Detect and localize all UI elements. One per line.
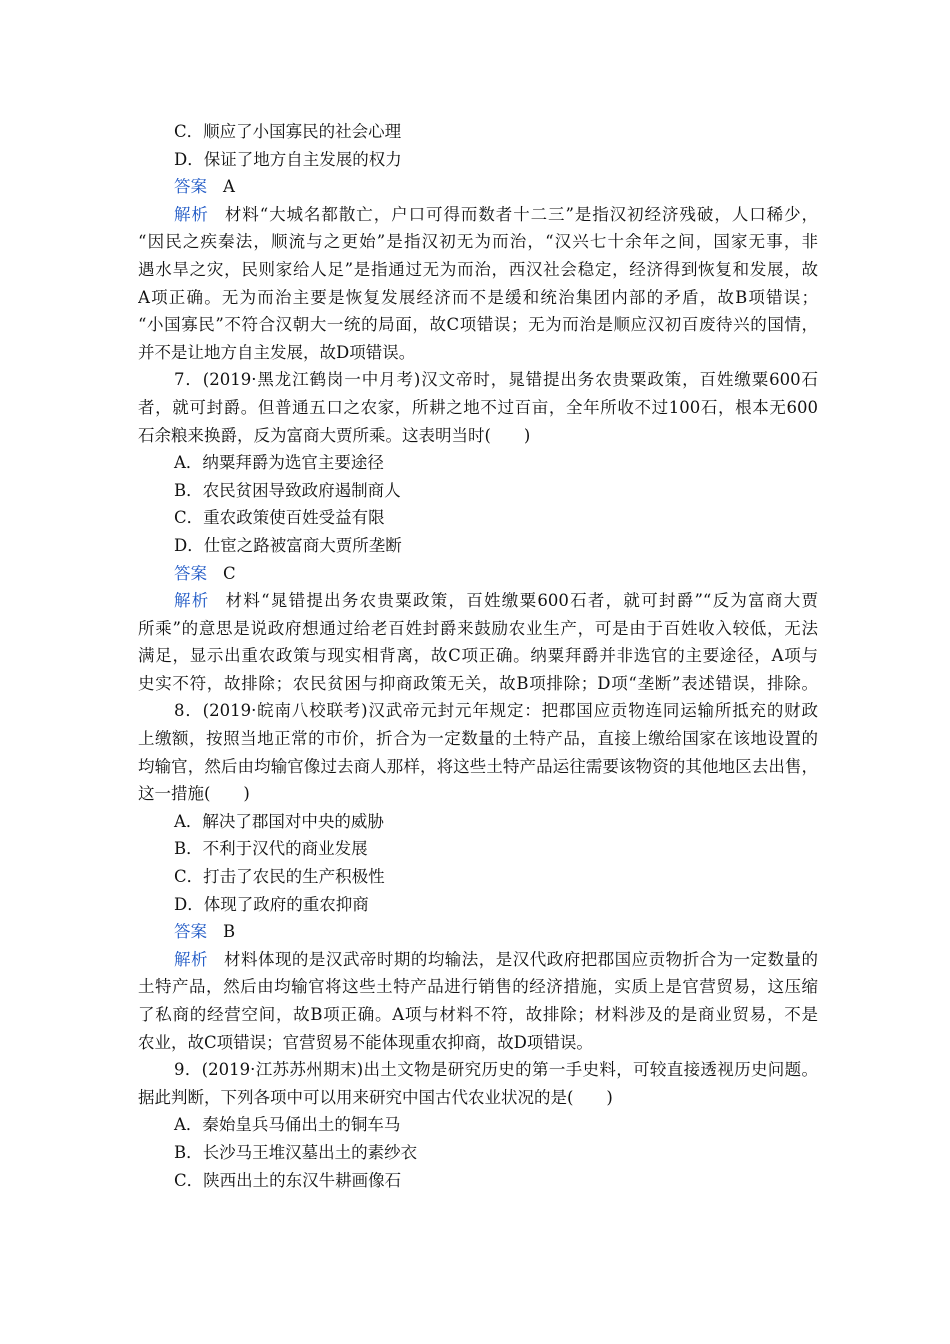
q8-analysis-line: 土特产品，然后由均输官将这些土特产品进行销售的经济措施，实质上是官营贸易，这压缩	[138, 977, 818, 997]
q8-option-d: D．体现了政府的重农抑商	[174, 894, 369, 914]
q9-option-a: A．秦始皇兵马俑出土的铜车马	[174, 1115, 401, 1135]
q7-analysis-line	[138, 587, 818, 615]
q6-option-c: C．顺应了小国寡民的社会心理	[174, 122, 402, 141]
q7-option-c: C．重农政策使百姓受益有限	[174, 508, 385, 528]
analysis-label: 解析	[174, 949, 208, 969]
q6-analysis-line	[138, 201, 818, 229]
analysis-label: 解析	[174, 591, 210, 611]
answer-value: C	[223, 563, 236, 583]
answer-value: A	[223, 177, 235, 197]
answer-label: 答案	[174, 563, 207, 583]
answer-label: 答案	[174, 922, 207, 942]
q6-answer	[138, 173, 818, 201]
q8-stem-line: 均输官，然后由均输官像过去商人那样，将这些土特产品运往需要该物资的其他地区去出售，	[138, 756, 818, 776]
q8-option-c: C．打击了农民的生产积极性	[174, 867, 385, 887]
analysis-text: 材料“晁错提出务农贵粟政策，百姓缴粟600石者，就可封爵”“反为富商大贾	[225, 591, 818, 611]
q8-option-b: B．不利于汉代的商业发展	[174, 839, 368, 859]
q9-stem-line: 据此判断，下列各项中可以用来研究中国古代农业状况的是( )	[138, 1087, 613, 1107]
q9-option-c: C．陕西出土的东汉牛耕画像石	[174, 1170, 402, 1190]
analysis-label: 解析	[174, 204, 209, 224]
q8-stem-line: 这一措施( )	[138, 784, 250, 804]
q7-option-d: D．仕宦之路被富商大贾所垄断	[174, 535, 402, 555]
q6-analysis-line: 并不是让地方自主发展，故D项错误。	[138, 342, 416, 362]
q8-analysis-line: 农业，故C项错误；官营贸易不能体现重农抑商，故D项错误。	[138, 1032, 593, 1052]
q8-option-a: A．解决了郡国对中央的威胁	[174, 811, 384, 831]
q7-analysis-line: 满足，显示出重农政策与现实相背离，故C项正确。纳粟拜爵并非选官的主要途径，A项与	[138, 646, 818, 666]
q9-option-b: B．长沙马王堆汉墓出土的素纱衣	[174, 1142, 418, 1162]
q8-analysis-line: 了私商的经营空间，故B项正确。A项与材料不符，故排除；材料涉及的是商业贸易，不是	[138, 1005, 818, 1024]
q7-answer	[138, 560, 818, 588]
q8-stem-line: 上缴额，按照当地正常的市价，折合为一定数量的土特产品，直接上缴给国家在该地设置的	[138, 729, 818, 749]
q7-stem-line: 石余粮来换爵，反为富商大贾所乘。这表明当时( )	[138, 425, 531, 445]
q6-analysis-line: “因民之疾秦法，顺流与之更始”是指汉初无为而治，“汉兴七十余年之间，国家无事，非	[138, 232, 818, 252]
q6-analysis-line: 遇水旱之灾，民则家给人足”是指通过无为而治，西汉社会稳定，经济得到恢复和发展，故	[138, 259, 818, 279]
q9-stem-line: 9．(2019·江苏苏州期末)出土文物是研究历史的第一手史料，可较直接透视历史问题。	[174, 1060, 818, 1080]
q8-analysis-line	[138, 946, 818, 974]
q8-answer	[138, 918, 818, 946]
q7-analysis-line: 史实不符，故排除；农民贫困与抑商政策无关，故B项排除；D项“垄断”表述错误，排除。	[138, 673, 818, 693]
q7-stem-line: 者，就可封爵。但普通五口之农家，所耕之地不过百亩，全年所收不过100石，根本无600	[138, 397, 818, 417]
page-content	[138, 118, 818, 1194]
analysis-text: 材料体现的是汉武帝时期的均输法，是汉代政府把郡国应贡物折合为一定数量的	[223, 949, 818, 969]
q7-option-b: B．农民贫困导致政府遏制商人	[174, 480, 401, 500]
answer-label: 答案	[174, 177, 207, 197]
analysis-text: 材料“大城名都散亡，户口可得而数者十二三”是指汉初经济残破，人口稀少，	[224, 204, 818, 224]
q6-analysis-line: “小国寡民”不符合汉朝大一统的局面，故C项错误；无为而治是顺应汉初百废待兴的国情，	[138, 315, 818, 335]
q8-stem-line: 8．(2019·皖南八校联考)汉武帝元封元年规定：把郡国应贡物连同运输所抵充的财政	[174, 701, 818, 721]
q7-option-a: A．纳粟拜爵为选官主要途径	[174, 453, 384, 473]
answer-value: B	[223, 922, 236, 942]
q6-analysis-line: A项正确。无为而治主要是恢复发展经济而不是缓和统治集团内部的矛盾，故B项错误；	[138, 287, 818, 307]
q6-option-d: D．保证了地方自主发展的权力	[174, 149, 402, 169]
q7-stem-line: 7．(2019·黑龙江鹤岗一中月考)汉文帝时，晁错提出务农贵粟政策，百姓缴粟600石	[174, 370, 818, 390]
q7-analysis-line: 所乘”的意思是说政府想通过给老百姓封爵来鼓励农业生产，可是由于百姓收入较低，无法	[138, 618, 818, 638]
